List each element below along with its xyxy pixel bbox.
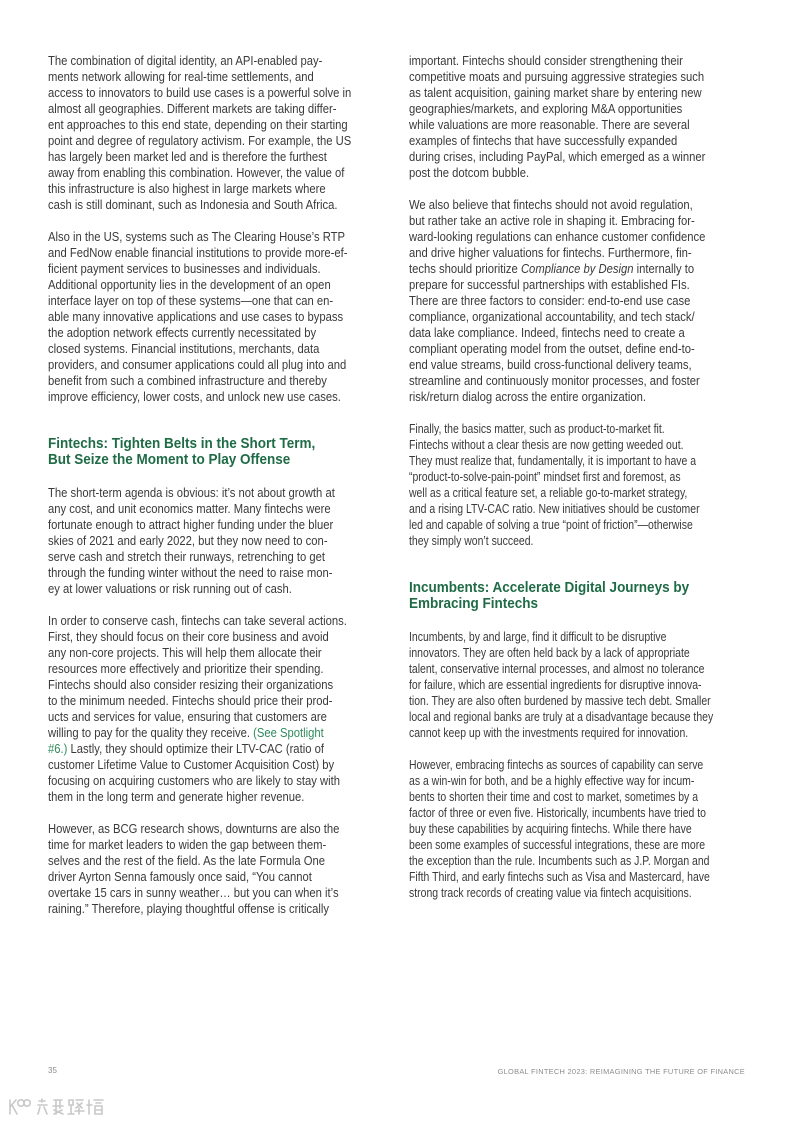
text-line: while valuations are more reasonable. There are several <box>409 118 690 132</box>
text-line: innovators. They are often held back by a lack of appropriate <box>409 646 690 660</box>
text-segment: willing to pay for the quality they receive. <box>48 726 254 740</box>
text-line: the exception than the rule. Incumbents such as J.P. Morgan and <box>409 854 710 868</box>
text-line: skies of 2021 and early 2022, but they now need to con- <box>48 534 328 548</box>
text-line: providers, and consumer applications could all plug into and <box>48 358 347 372</box>
body-paragraph <box>48 485 384 597</box>
text-line: They must realize that, fundamentally, it is important to have a <box>409 454 697 468</box>
text-line: led and capable of solving a true “point of friction”—otherwise <box>409 518 693 532</box>
text-line: In order to conserve cash, fintechs can take several actions. <box>48 614 347 628</box>
text-line: and a rising LTV-CAC ratio. New initiatives should be customer <box>409 502 700 516</box>
heading-line: Embracing Fintechs <box>409 595 539 612</box>
text-line <box>48 725 384 741</box>
text-line: bents to shorten their time and cost to market, sometimes by a <box>409 790 699 804</box>
text-line: risk/return dialog across the entire organization. <box>409 390 647 404</box>
text-line: compliance, organizational accountability, and tech stack/ <box>409 310 695 324</box>
heading-line: But Seize the Moment to Play Offense <box>48 451 291 468</box>
text-line: through the funding winter without the need to raise mon- <box>48 566 333 580</box>
text-line: ficient payment services to businesses and individuals. <box>48 262 321 276</box>
text-line: Fintechs without a clear thesis are now getting weeded out. <box>409 438 684 452</box>
text-line: selves and the rest of the field. As the late Formula One <box>48 854 326 868</box>
text-line: access to innovators to build use cases is a powerful solve in <box>48 86 352 100</box>
text-line: There are three factors to consider: end-to-end use case <box>409 294 691 308</box>
text-line: almost all geographies. Different markets are taking differ- <box>48 102 337 116</box>
text-line: ucts and services for value, ensuring that customers are <box>48 710 327 724</box>
text-line: as talent acquisition, gaining market share by entering new <box>409 86 702 100</box>
text-line: ey at lower valuations or risk running out of cash. <box>48 582 292 596</box>
text-line: and FedNow enable financial institutions to provide more-ef- <box>48 246 348 260</box>
body-paragraph <box>48 821 384 917</box>
text-line: streamline and continuously monitor processes, and foster <box>409 374 700 388</box>
text-line: been some examples of successful integrations, these are more <box>409 838 706 852</box>
text-line: factor of three or even five. Historically, incumbents have tried to <box>409 806 706 820</box>
text-line: driver Ayrton Senna famously once said, “You cannot <box>48 870 312 884</box>
text-line: local and regional banks are truly at a disadvantage because they <box>409 710 714 724</box>
text-segment: internally to <box>633 262 695 276</box>
text-line: Also in the US, systems such as The Clearing House’s RTP <box>48 230 346 244</box>
text-line: ments network allowing for real-time settlements, and <box>48 70 314 84</box>
text-line: interface layer on top of these systems—one that can en- <box>48 294 334 308</box>
text-line: ward-looking regulations can enhance customer confidence <box>409 230 706 244</box>
text-line: First, they should focus on their core business and avoid <box>48 630 329 644</box>
text-line: and drive higher valuations for fintechs. Furthermore, fin- <box>409 246 692 260</box>
watermark-logo <box>6 1094 110 1120</box>
text-line: The combination of digital identity, an API-enabled pay- <box>48 54 323 68</box>
text-line: important. Fintechs should consider strengthening their <box>409 54 683 68</box>
text-line: competitive moats and pursuing aggressive strategies such <box>409 70 705 84</box>
text-line: them in the long term and generate higher revenue. <box>48 790 305 804</box>
text-line: post the dotcom bubble. <box>409 166 530 180</box>
emphasis-text: Compliance by Design <box>520 262 634 276</box>
body-paragraph <box>409 421 721 549</box>
body-paragraph <box>409 197 745 405</box>
text-line: However, embracing fintechs as sources of capability can serve <box>409 758 704 772</box>
text-line: raining.” Therefore, playing thoughtful offense is critically <box>48 902 329 916</box>
body-paragraph <box>48 53 384 213</box>
text-line: to the minimum needed. Fintechs should price their prod- <box>48 694 333 708</box>
text-line: end value streams, build cross-functional delivery teams, <box>409 358 692 372</box>
text-line: during crises, including PayPal, which emerged as a winner <box>409 150 706 164</box>
text-line: for failure, which are essential ingredients for disruptive innova- <box>409 678 702 692</box>
spotlight-link[interactable]: (See Spotlight <box>253 726 324 740</box>
text-line: as a win-win for both, and be a highly effective way for incum- <box>409 774 695 788</box>
right-column <box>409 53 745 917</box>
text-line: examples of fintechs that have successfully expanded <box>409 134 678 148</box>
text-line: fortunate enough to attract higher funding under the bluer <box>48 518 334 532</box>
text-line: this infrastructure is also highest in large markets where <box>48 182 326 196</box>
text-line: We also believe that fintechs should not avoid regulation, <box>409 198 693 212</box>
heading-line: Fintechs: Tighten Belts in the Short Term, <box>48 435 316 452</box>
text-line: geographies/markets, and exploring M&A opportunities <box>409 102 683 116</box>
text-line: resources more effectively and prioritize their spending. <box>48 662 324 676</box>
text-line: Fintechs should also consider resizing their organizations <box>48 678 334 692</box>
text-line: ent approaches to this end state, depending on their starting <box>48 118 348 132</box>
text-line: prepare for successful partnerships with established FIs. <box>409 278 690 292</box>
heading-line: Incumbents: Accelerate Digital Journeys by <box>409 579 690 596</box>
text-line: they simply won’t succeed. <box>409 534 534 548</box>
text-line: However, as BCG research shows, downturns are also the <box>48 822 340 836</box>
text-line: data lake compliance. Indeed, fintechs need to create a <box>409 326 685 340</box>
text-line: Incumbents, by and large, find it difficult to be disruptive <box>409 630 667 644</box>
text-line: Additional opportunity lies in the development of an open <box>48 278 331 292</box>
section-heading <box>48 436 384 468</box>
text-line: compliant operating model from the outset, define end-to- <box>409 342 695 356</box>
left-column <box>48 53 384 933</box>
text-line: buy these capabilities by acquiring fintechs. While there have <box>409 822 692 836</box>
body-paragraph <box>48 613 384 805</box>
text-line: able many innovative applications and use cases to bypass <box>48 310 344 324</box>
text-line: time for market leaders to widen the gap between them- <box>48 838 327 852</box>
text-line: customer Lifetime Value to Customer Acquisition Cost) by <box>48 758 335 772</box>
text-segment: Lastly, they should optimize their LTV-CAC (ratio of <box>67 742 324 756</box>
body-paragraph <box>409 757 721 901</box>
text-line: away from enabling this combination. However, the value of <box>48 166 345 180</box>
text-line: serve cash and stretch their runways, retrenching to get <box>48 550 326 564</box>
text-line: closed systems. Financial institutions, merchants, data <box>48 342 320 356</box>
page-number: 35 <box>48 1066 57 1075</box>
body-paragraph <box>409 53 745 181</box>
text-line: any cost, and unit economics matter. Many fintechs were <box>48 502 331 516</box>
text-line: cannot keep up with the investments required for innovation. <box>409 726 689 740</box>
text-line: Fifth Third, and early fintechs such as Visa and Mastercard, have <box>409 870 710 884</box>
text-line: point and degree of regulatory activism. For example, the US <box>48 134 352 148</box>
text-line: tion. They are also often burdened by massive tech debt. Smaller <box>409 694 711 708</box>
text-line: has largely been market led and is therefore the furthest <box>48 150 327 164</box>
text-line: talent, conservative internal processes, and almost no tolerance <box>409 662 705 676</box>
text-line: overtake 15 cars in sunny weather… but you can when it’s <box>48 886 339 900</box>
text-line: the adoption network effects currently necessitated by <box>48 326 317 340</box>
body-paragraph <box>409 629 721 741</box>
text-line: any non-core projects. This will help them allocate their <box>48 646 322 660</box>
text-segment: techs should prioritize <box>409 262 521 276</box>
text-line: benefit from such a combined infrastructure and thereby <box>48 374 327 388</box>
text-line: but rather take an active role in shaping it. Embracing for- <box>409 214 695 228</box>
spotlight-link[interactable]: #6.) <box>48 742 68 756</box>
footer-title: GLOBAL FINTECH 2023: REIMAGINING THE FUTURE OF FINANCE <box>497 1067 745 1076</box>
text-line: improve efficiency, lower costs, and unlock new use cases. <box>48 390 341 404</box>
text-line: Finally, the basics matter, such as product-to-market fit. <box>409 422 665 436</box>
text-line <box>409 261 745 277</box>
text-line: well as a critical feature set, a reliable go-to-market strategy, <box>409 486 688 500</box>
text-line: The short-term agenda is obvious: it’s not about growth at <box>48 486 335 500</box>
text-line: strong track records of creating value via fintech acquisitions. <box>409 886 692 900</box>
text-line: “product-to-solve-pain-point” mindset first and foremost, as <box>409 470 681 484</box>
section-heading <box>409 580 745 612</box>
text-line <box>48 741 384 757</box>
text-line: cash is still dominant, such as Indonesia and South Africa. <box>48 198 338 212</box>
body-paragraph <box>48 229 384 405</box>
text-line: focusing on acquiring customers who are likely to stay with <box>48 774 341 788</box>
